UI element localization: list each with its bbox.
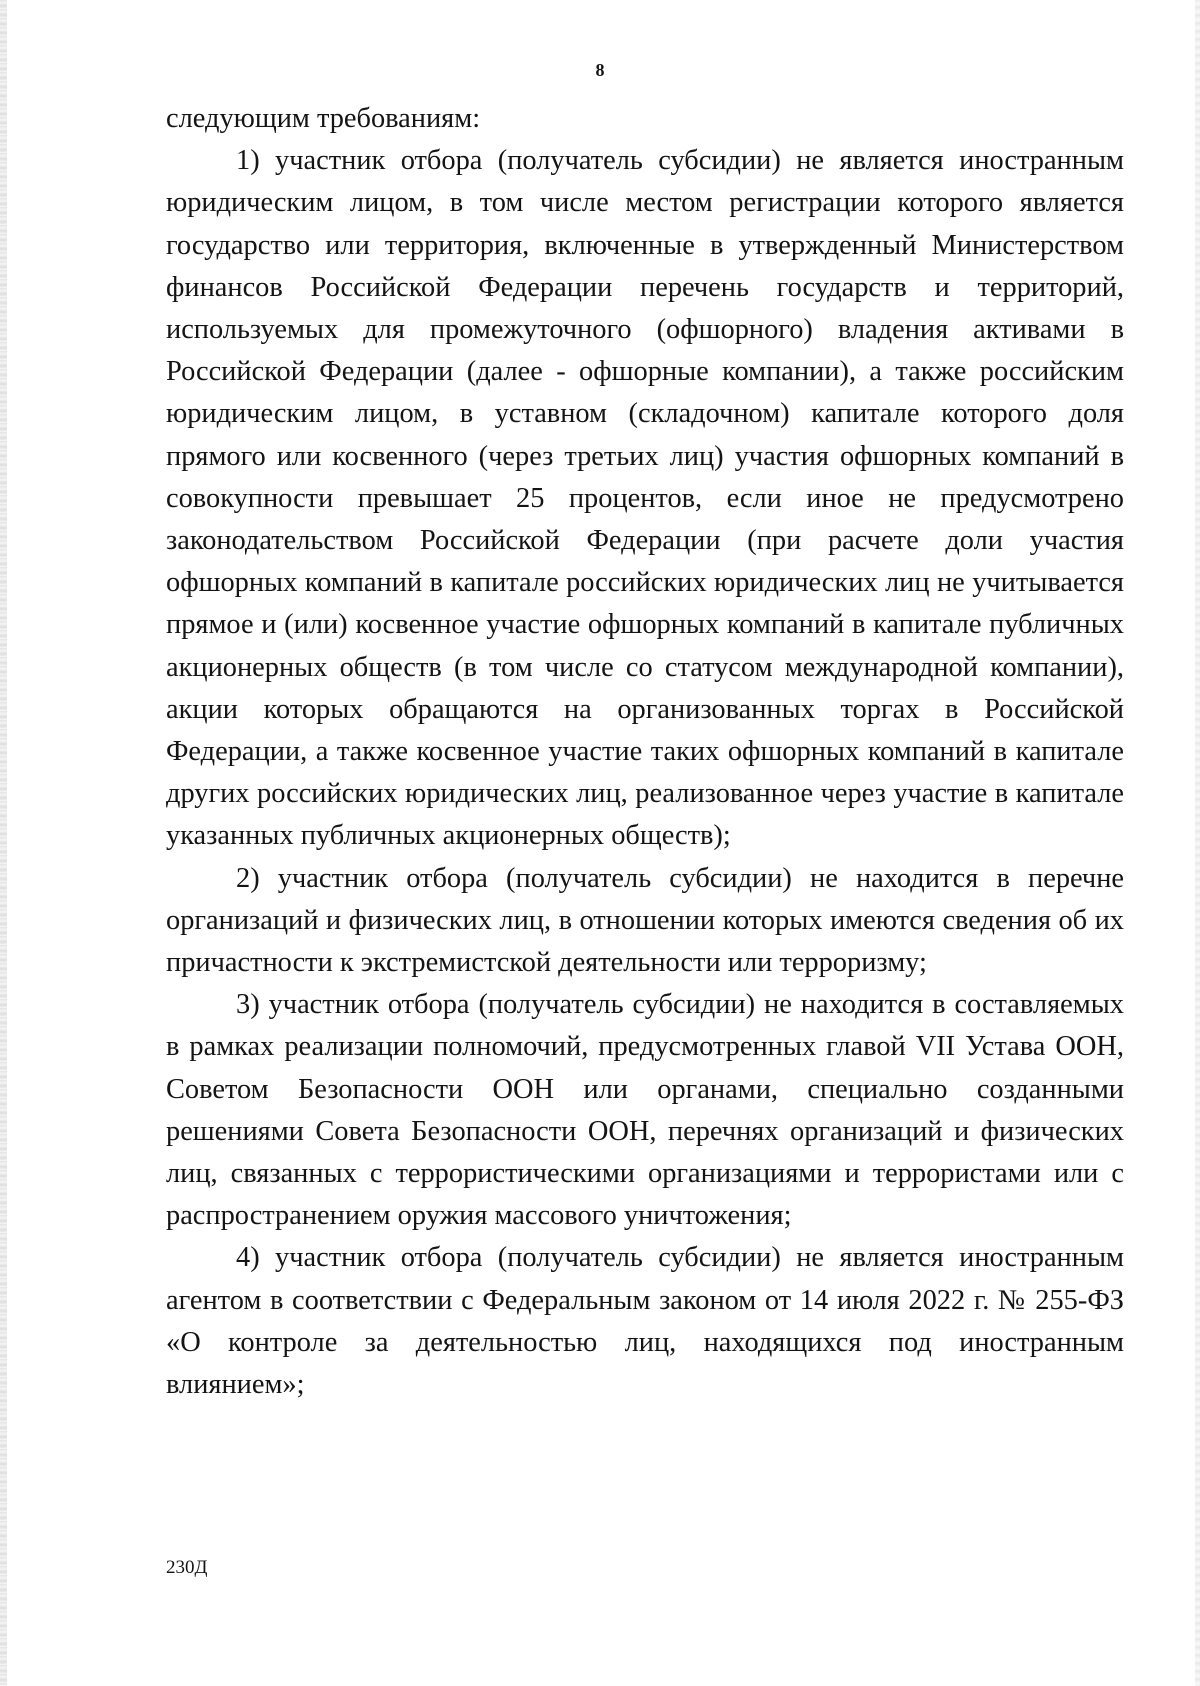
- paragraph-item-3: 3) участник отбора (получатель субсидии) не находится в составляемых в рамках реализации полномочий, предусмотренных главой VII Устава ООН, Советом Безопасности ООН или органами, специально созданными решениями Совета Безопасности ООН, перечнях организаций и физических лиц, связанных с террористическими организациями и террористами или с распространением оружия массового уничтожения;: [166, 989, 1124, 1232]
- paragraph-item-1: 1) участник отбора (получатель субсидии) не является иностранным юридическим лицом, в том числе местом регистрации которого является государство или территория, включенные в утвержденный Министерством финансов Российской Федерации перечень государств и территорий, используемых для промежуточного (офшорного) владения активами в Российской Федерации (далее - офшорные компании), а также российским юридическим лицом, в уставном (складочном) капитале которого доля прямого или косвенного (через третьих лиц) участия офшорных компаний в совокупности превышает 25 процентов, если иное не предусмотрено законодательством Российской Федерации (при расчете доли участия офшорных компаний в капитале российских юридических лиц не учитывается прямое и (или) косвенное участие офшорных компаний в капитале публичных акционерных обществ (в том числе со статусом международной компании), акции которых обращаются на организованных торгах в Российской Федерации, а также косвенное участие таких офшорных компаний в капитале других российских юридических лиц, реализованное через участие в капитале указанных публичных акционерных обществ);: [166, 145, 1124, 852]
- scan-edge-right: [1195, 0, 1200, 1686]
- footer-document-code: 230Д: [166, 1557, 208, 1578]
- scan-edge-left: [0, 0, 7, 1686]
- paragraph-continuation: следующим требованиям:: [166, 103, 481, 134]
- paragraph-item-4: 4) участник отбора (получатель субсидии) не является иностранным агентом в соответствии с Федеральным законом от 14 июля 2022 г. № 255-ФЗ «О контроле за деятельностью лиц, находящихся под иностранным влиянием»;: [166, 1242, 1124, 1401]
- page-number: 8: [595, 60, 605, 80]
- paragraph-item-2: 2) участник отбора (получатель субсидии) не находится в перечне организаций и физических лиц, в отношении которых имеются сведения об их причастности к экстремистской деятельности или терроризму;: [166, 862, 1124, 979]
- document-body: [166, 98, 1124, 1406]
